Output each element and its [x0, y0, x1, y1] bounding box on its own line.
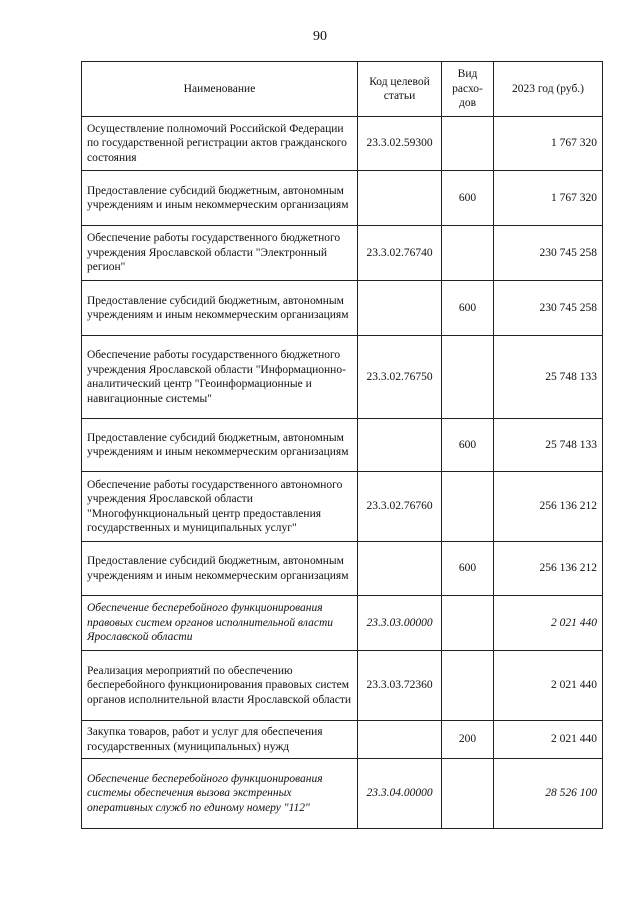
row-name: Реализация мероприятий по обеспечению бесперебойного функционирования правовых систем органов исполнительной власти Ярославской области — [82, 651, 358, 721]
row-amount: 1 767 320 — [494, 171, 603, 226]
row-kind: 600 — [442, 281, 494, 336]
row-amount: 230 745 258 — [494, 281, 603, 336]
table-row — [82, 336, 603, 419]
row-name: Обеспечение работы государственного бюджетного учреждения Ярославской области "Информационно-аналитический центр "Геоинформационные и навигационные системы" — [82, 336, 358, 419]
table-row — [82, 419, 603, 472]
row-kind: 600 — [442, 419, 494, 472]
row-amount: 230 745 258 — [494, 226, 603, 281]
row-name: Закупка товаров, работ и услуг для обеспечения государственных (муниципальных) нужд — [82, 721, 358, 759]
row-amount: 2 021 440 — [494, 721, 603, 759]
table-row — [82, 472, 603, 542]
row-kind — [442, 596, 494, 651]
table-row — [82, 542, 603, 596]
table-header-row — [82, 62, 603, 117]
row-code — [358, 419, 442, 472]
row-kind — [442, 759, 494, 829]
table-row — [82, 721, 603, 759]
row-name: Обеспечение бесперебойного функционирования правовых систем органов исполнительной власти Ярославской области — [82, 596, 358, 651]
row-code: 23.3.04.00000 — [358, 759, 442, 829]
budget-table — [81, 61, 603, 829]
table-row — [82, 596, 603, 651]
table-row — [82, 171, 603, 226]
row-code: 23.3.03.72360 — [358, 651, 442, 721]
row-amount: 25 748 133 — [494, 336, 603, 419]
row-amount: 2 021 440 — [494, 651, 603, 721]
row-name: Обеспечение работы государственного бюджетного учреждения Ярославской области "Электронный регион" — [82, 226, 358, 281]
row-kind — [442, 472, 494, 542]
row-amount: 1 767 320 — [494, 117, 603, 171]
row-kind — [442, 226, 494, 281]
row-code: 23.3.03.00000 — [358, 596, 442, 651]
row-code: 23.3.02.76740 — [358, 226, 442, 281]
header-name: Наименование — [82, 62, 358, 117]
row-kind: 200 — [442, 721, 494, 759]
row-code — [358, 721, 442, 759]
row-code: 23.3.02.76750 — [358, 336, 442, 419]
row-code — [358, 171, 442, 226]
row-amount: 256 136 212 — [494, 542, 603, 596]
row-code: 23.3.02.59300 — [358, 117, 442, 171]
row-name: Предоставление субсидий бюджетным, автономным учреждениям и иным некоммерческим организациям — [82, 419, 358, 472]
row-code — [358, 542, 442, 596]
row-kind — [442, 651, 494, 721]
row-name: Предоставление субсидий бюджетным, автономным учреждениям и иным некоммерческим организациям — [82, 171, 358, 226]
row-name: Обеспечение работы государственного автономного учреждения Ярославской области "Многофункциональный центр предоставления государственных и муниципальных услуг" — [82, 472, 358, 542]
table-row — [82, 117, 603, 171]
row-amount: 2 021 440 — [494, 596, 603, 651]
header-kind: Вид расхо-дов — [442, 62, 494, 117]
page-number: 90 — [313, 29, 327, 44]
header-code: Код целевой статьи — [358, 62, 442, 117]
row-name: Предоставление субсидий бюджетным, автономным учреждениям и иным некоммерческим организациям — [82, 542, 358, 596]
header-amount: 2023 год (руб.) — [494, 62, 603, 117]
row-kind: 600 — [442, 171, 494, 226]
row-amount: 256 136 212 — [494, 472, 603, 542]
table-row — [82, 651, 603, 721]
row-name: Обеспечение бесперебойного функционирования системы обеспечения вызова экстренных оперативных служб по единому номеру "112" — [82, 759, 358, 829]
row-name: Осуществление полномочий Российской Федерации по государственной регистрации актов гражданского состояния — [82, 117, 358, 171]
row-amount: 28 526 100 — [494, 759, 603, 829]
row-kind — [442, 117, 494, 171]
row-code: 23.3.02.76760 — [358, 472, 442, 542]
row-kind: 600 — [442, 542, 494, 596]
table-row — [82, 226, 603, 281]
table-row — [82, 759, 603, 829]
table-row — [82, 281, 603, 336]
row-amount: 25 748 133 — [494, 419, 603, 472]
row-name: Предоставление субсидий бюджетным, автономным учреждениям и иным некоммерческим организациям — [82, 281, 358, 336]
row-kind — [442, 336, 494, 419]
row-code — [358, 281, 442, 336]
